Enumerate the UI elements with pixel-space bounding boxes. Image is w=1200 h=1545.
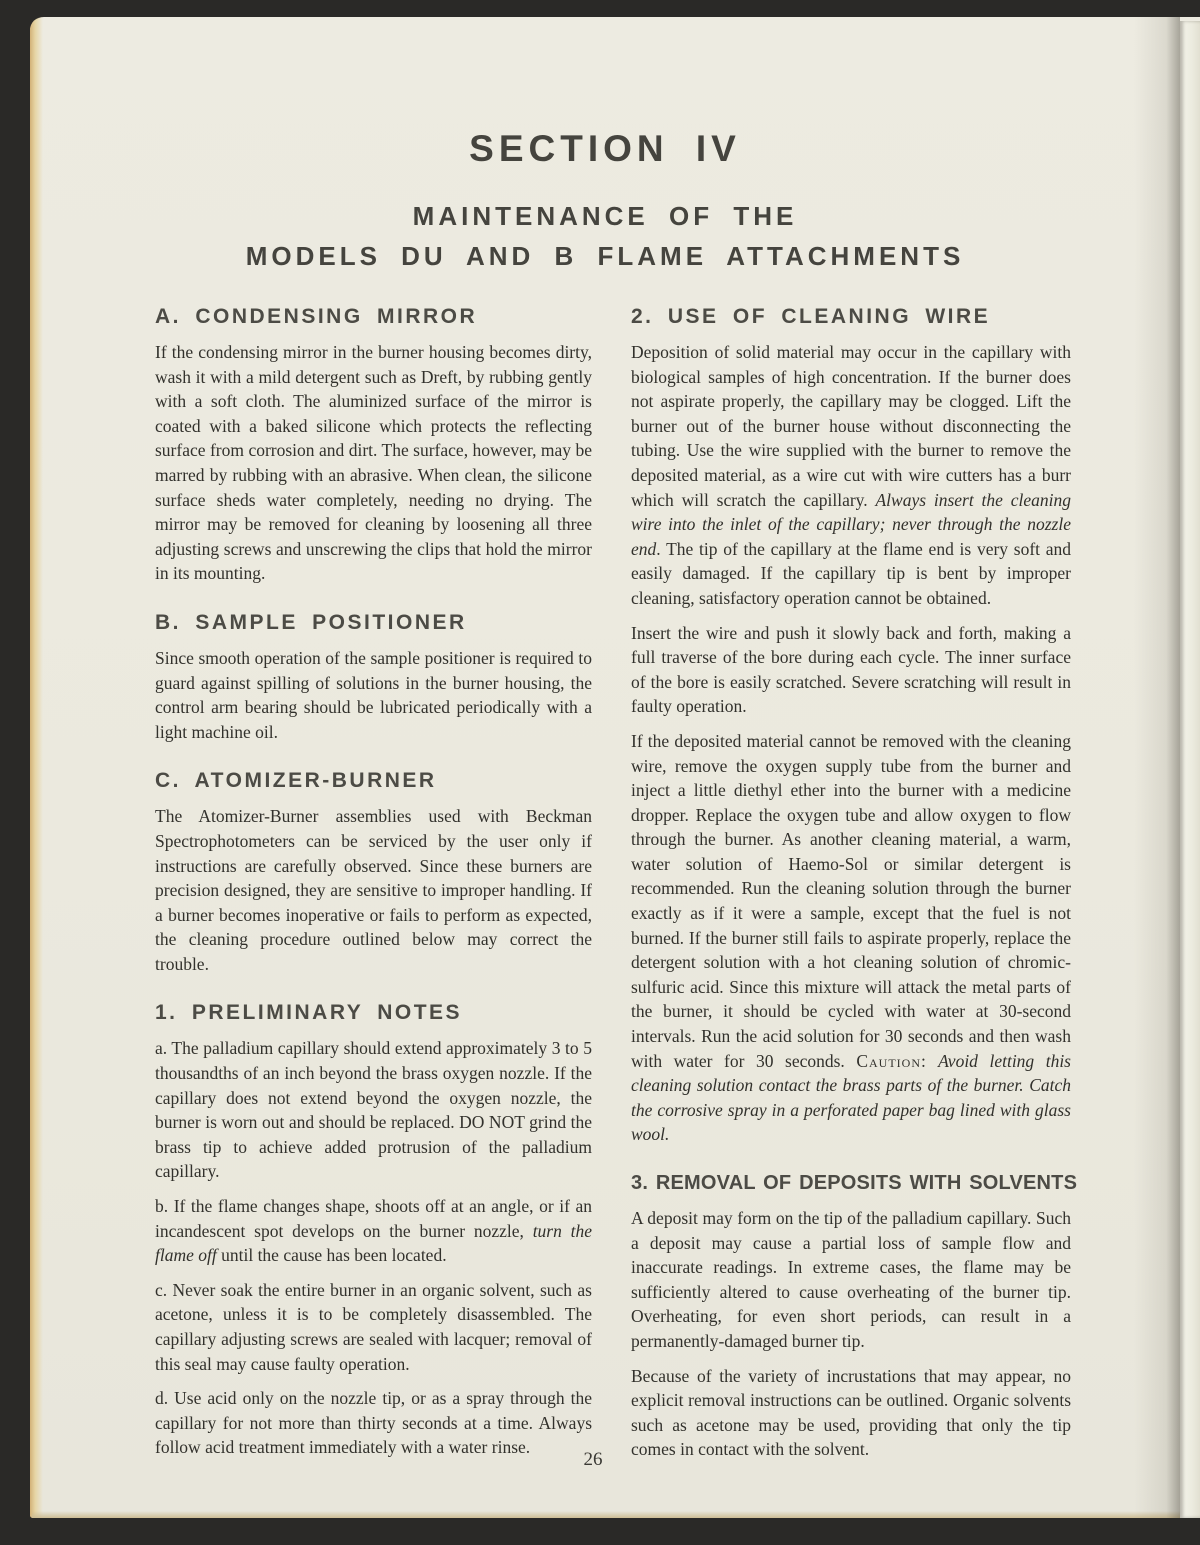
heading-cleaning-wire: 2. USE OF CLEANING WIRE bbox=[631, 305, 991, 328]
page-number: 26 bbox=[583, 1449, 603, 1470]
subtitle-line-1: MAINTENANCE OF THE bbox=[412, 201, 798, 231]
paragraph-sample-positioner: Since smooth operation of the sample positioner is required to guard against spilling of solutions in the burner housing, the control arm bearing should be lubricated periodically with a light machine oil. bbox=[155, 647, 592, 742]
right-column bbox=[631, 305, 1078, 1472]
paragraph-cleaning-wire-3 bbox=[631, 729, 1071, 1147]
paragraph-note-b bbox=[155, 1194, 592, 1268]
text-run-italic: Avoid letting this cleaning solution contact the brass parts of the burner. Catch the corrosive spray in a perforated paper bag lined with glass wool. bbox=[631, 1050, 1071, 1145]
heading-condensing-mirror: A. CONDENSING MIRROR bbox=[155, 305, 478, 328]
heading-preliminary-notes: 1. PRELIMINARY NOTES bbox=[155, 1001, 463, 1025]
book-page bbox=[30, 17, 1200, 1518]
text-run: until the cause has been located. bbox=[216, 1245, 447, 1266]
paragraph-deposits-1: A deposit may form on the tip of the palladium capillary. Such a deposit may cause a partial loss of sample flow and inaccurate readings. In extreme cases, the flame may be sufficiently altered to cause overheating of the burner tip. Overheating, for even short periods, can result in a permanently-damaged burner tip. bbox=[631, 1208, 1071, 1351]
paragraph-cleaning-wire-2: Insert the wire and push it slowly back and forth, making a full traverse of the bore during each cycle. The inner surface of the bore is easily scratched. Severe scratching will result in faulty operation. bbox=[631, 622, 1071, 717]
next-page-edge bbox=[1180, 21, 1200, 1518]
text-run: If the deposited material cannot be removed with the cleaning wire, remove the oxygen supply tube from the burner and inject a little diethyl ether into the burner with a medicine dropper. Replace the oxygen tube and allow oxygen to flow through the burner. As another cleaning material, a warm, water solution of Haemo-Sol or similar detergent is recommended. Run the cleaning solution through the burner exactly as if it were a sample, except that the fuel is not burned. If the burner still fails to aspirate properly, replace the detergent solution with a hot cleaning solution of chromic-sulfuric acid. Since this mixture will attack the metal parts of the burner, it should be cycled with water at 30-second intervals. Run the acid solution for 30 seconds and then wash with water for 30 seconds. bbox=[631, 730, 1071, 1071]
subtitle-line-2: MODELS DU AND B FLAME ATTACHMENTS bbox=[245, 241, 965, 271]
heading-removal-of-deposits: 3. REMOVAL OF DEPOSITS WITH SOLVENTS bbox=[631, 1172, 1078, 1194]
text-run: . The tip of the capillary at the flame end is very soft and easily damaged. If the capillary tip is bent by improper cleaning, satisfactory operation cannot be obtained. bbox=[631, 538, 1071, 608]
paragraph-note-a: a. The palladium capillary should extend approximately 3 to 5 thousandths of an inch beyond the brass oxygen nozzle. If the capillary does not extend beyond the oxygen nozzle, the burner is worn out and should be replaced. DO NOT grind the brass tip to achieve added protrusion of the palladium capillary. bbox=[155, 1038, 592, 1182]
paragraph-condensing-mirror: If the condensing mirror in the burner housing becomes dirty, wash it with a mild detergent such as Dreft, by rubbing gently with a soft cloth. The aluminized surface of the mirror is coated with a baked silicone which protects the reflecting surface from corrosion and dirt. The surface, however, may be marred by rubbing with an abrasive. When clean, the silicone surface sheds water completely, needing no drying. The mirror may be removed for cleaning by loosening all three adjusting screws and unscrewing the clips that hold the mirror in its mounting. bbox=[155, 342, 592, 584]
text-run-italic: turn the flame off bbox=[155, 1220, 593, 1266]
page-edge-bottom bbox=[32, 1511, 1200, 1518]
text-run-italic: Always insert the cleaning wire into the inlet of the capillary; never through the nozzle end bbox=[631, 489, 1071, 559]
page-header bbox=[30, 128, 1180, 276]
paragraph-deposits-2: Because of the variety of incrustations that may appear, no explicit removal instructions can be outlined. Organic solvents such as acetone may be used, providing that only the tip comes in contact with the solvent. bbox=[631, 1365, 1071, 1460]
paragraph-cleaning-wire-1 bbox=[631, 340, 1071, 611]
section-subtitle bbox=[30, 196, 1180, 276]
heading-atomizer-burner: C. ATOMIZER-BURNER bbox=[155, 769, 437, 793]
section-title: SECTION IV bbox=[469, 128, 741, 169]
paragraph-note-d: d. Use acid only on the nozzle tip, or as a spray through the capillary for not more than thirty seconds at a time. Always follow acid treatment immediately with a water rinse. bbox=[155, 1388, 592, 1458]
text-run: Deposition of solid material may occur in the capillary with biological samples of high concentration. If the burner does not aspirate properly, the capillary may be clogged. Lift the burner out of the burner house without disconnecting the tubing. Use the wire supplied with the burner to remove the deposited material, as a wire cut with wire cutters has a burr which will scratch the capillary. bbox=[631, 342, 1071, 510]
caution-label: Caution: bbox=[856, 1050, 927, 1071]
text-run: b. If the flame changes shape, shoots off at an angle, or if an incandescent spot develops on the burner nozzle, bbox=[155, 1196, 592, 1241]
paragraph-atomizer-burner: The Atomizer-Burner assemblies used with Beckman Spectrophotometers can be serviced by the user only if instructions are carefully observed. Since these burners are precision designed, they are sensitive to improper handling. If a burner becomes inoperative or fails to perform as expected, the cleaning procedure outlined below may correct the trouble. bbox=[155, 806, 592, 974]
paragraph-note-c: c. Never soak the entire burner in an organic solvent, such as acetone, unless it is to be completely disassembled. The capillary adjusting screws are sealed with lacquer; removal of this seal may cause faulty operation. bbox=[155, 1279, 592, 1374]
heading-sample-positioner: B. SAMPLE POSITIONER bbox=[155, 610, 467, 634]
left-column bbox=[155, 305, 592, 1470]
